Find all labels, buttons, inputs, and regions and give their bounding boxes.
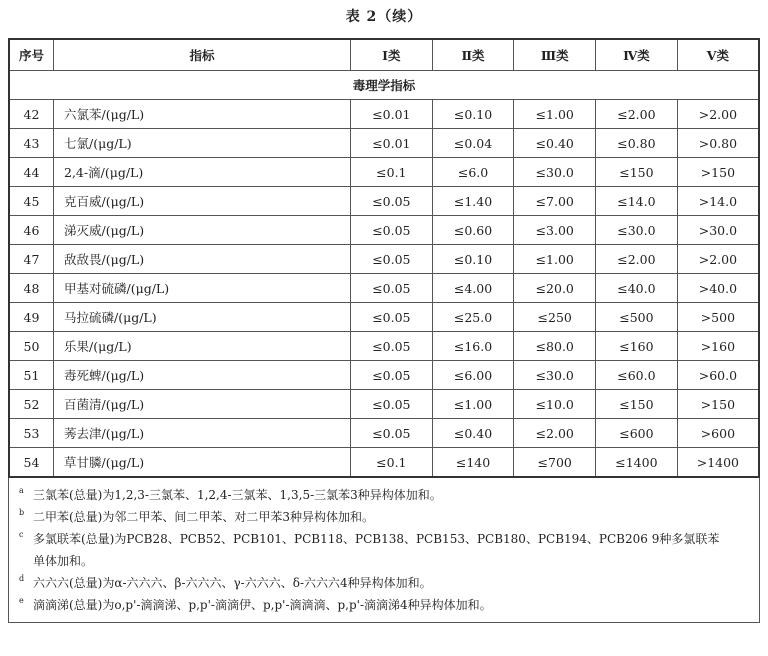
row-class-5: >150 xyxy=(677,390,759,419)
footnote-continuation: 单体加和。 xyxy=(33,554,94,568)
header-class-4: Ⅳ类 xyxy=(596,39,678,71)
footnote xyxy=(19,572,747,594)
row-indicator: 马拉硫磷/(μg/L) xyxy=(54,303,351,332)
footnote-text: 三氯苯(总量)为1,2,3-三氯苯、1,2,4-三氯苯、1,3,5-三氯苯3种异构体加和。 xyxy=(33,488,442,502)
row-indicator: 甲基对硫磷/(μg/L) xyxy=(54,274,351,303)
row-class-1: ≤0.05 xyxy=(351,332,433,361)
table-row xyxy=(9,390,759,419)
row-class-5: >1400 xyxy=(677,448,759,478)
footnote xyxy=(19,528,747,550)
row-class-1: ≤0.05 xyxy=(351,245,433,274)
row-number: 42 xyxy=(9,100,54,129)
row-class-4: ≤60.0 xyxy=(596,361,678,390)
row-class-4: ≤600 xyxy=(596,419,678,448)
row-class-4: ≤0.80 xyxy=(596,129,678,158)
table-row xyxy=(9,332,759,361)
section-row xyxy=(9,71,759,100)
row-number: 45 xyxy=(9,187,54,216)
row-class-3: ≤1.00 xyxy=(514,245,596,274)
footnote xyxy=(19,506,747,528)
table-row xyxy=(9,129,759,158)
table-container xyxy=(8,38,760,623)
row-class-5: >2.00 xyxy=(677,245,759,274)
row-class-2: ≤140 xyxy=(432,448,514,478)
row-class-5: >40.0 xyxy=(677,274,759,303)
row-indicator: 涕灭威/(μg/L) xyxy=(54,216,351,245)
table-row xyxy=(9,419,759,448)
row-class-3: ≤700 xyxy=(514,448,596,478)
footnotes xyxy=(8,478,760,623)
row-class-2: ≤0.40 xyxy=(432,419,514,448)
row-class-2: ≤0.04 xyxy=(432,129,514,158)
row-class-2: ≤25.0 xyxy=(432,303,514,332)
header-no: 序号 xyxy=(9,39,54,71)
row-class-1: ≤0.05 xyxy=(351,187,433,216)
footnote xyxy=(19,484,747,506)
row-class-4: ≤30.0 xyxy=(596,216,678,245)
footnote-text: 二甲苯(总量)为邻二甲苯、间二甲苯、对二甲苯3种异构体加和。 xyxy=(33,510,375,524)
table-row xyxy=(9,158,759,187)
row-number: 51 xyxy=(9,361,54,390)
row-class-5: >600 xyxy=(677,419,759,448)
row-class-1: ≤0.1 xyxy=(351,448,433,478)
row-class-4: ≤150 xyxy=(596,390,678,419)
row-indicator: 百菌清/(μg/L) xyxy=(54,390,351,419)
header-indicator: 指标 xyxy=(54,39,351,71)
row-class-1: ≤0.1 xyxy=(351,158,433,187)
row-class-2: ≤6.00 xyxy=(432,361,514,390)
footnote-mark: e xyxy=(19,596,24,605)
row-class-1: ≤0.05 xyxy=(351,361,433,390)
row-number: 52 xyxy=(9,390,54,419)
row-indicator: 克百威/(μg/L) xyxy=(54,187,351,216)
row-class-5: >500 xyxy=(677,303,759,332)
row-class-2: ≤16.0 xyxy=(432,332,514,361)
row-number: 47 xyxy=(9,245,54,274)
table-row xyxy=(9,100,759,129)
standards-table xyxy=(8,38,760,478)
table-row xyxy=(9,216,759,245)
row-class-1: ≤0.01 xyxy=(351,100,433,129)
row-indicator: 毒死蜱/(μg/L) xyxy=(54,361,351,390)
table-row xyxy=(9,303,759,332)
row-class-4: ≤2.00 xyxy=(596,245,678,274)
row-class-1: ≤0.05 xyxy=(351,303,433,332)
footnote-text: 滴滴涕(总量)为o,p'-滴滴涕、p,p'-滴滴伊、p,p'-滴滴滴、p,p'-滴滴涕4种异构体加和。 xyxy=(33,598,492,612)
row-indicator: 六氯苯/(μg/L) xyxy=(54,100,351,129)
row-class-3: ≤2.00 xyxy=(514,419,596,448)
table-title: 表 2（续） xyxy=(345,9,423,25)
row-class-4: ≤160 xyxy=(596,332,678,361)
table-row xyxy=(9,361,759,390)
row-indicator: 七氯/(μg/L) xyxy=(54,129,351,158)
row-number: 46 xyxy=(9,216,54,245)
row-indicator: 乐果/(μg/L) xyxy=(54,332,351,361)
table-row xyxy=(9,245,759,274)
row-class-3: ≤0.40 xyxy=(514,129,596,158)
row-class-1: ≤0.05 xyxy=(351,390,433,419)
row-class-4: ≤150 xyxy=(596,158,678,187)
row-indicator: 2,4-滴/(μg/L) xyxy=(54,158,351,187)
footnote xyxy=(19,594,747,616)
row-number: 43 xyxy=(9,129,54,158)
header-class-3: Ⅲ类 xyxy=(514,39,596,71)
row-class-3: ≤1.00 xyxy=(514,100,596,129)
header-class-2: Ⅱ类 xyxy=(432,39,514,71)
row-class-3: ≤20.0 xyxy=(514,274,596,303)
row-number: 49 xyxy=(9,303,54,332)
table-row xyxy=(9,187,759,216)
row-class-1: ≤0.05 xyxy=(351,216,433,245)
row-class-1: ≤0.05 xyxy=(351,274,433,303)
footnote-text: 多氯联苯(总量)为PCB28、PCB52、PCB101、PCB118、PCB138、PCB153、PCB180、PCB194、PCB206 9种多氯联苯 xyxy=(33,532,720,546)
row-class-1: ≤0.05 xyxy=(351,419,433,448)
row-number: 53 xyxy=(9,419,54,448)
row-class-3: ≤80.0 xyxy=(514,332,596,361)
section-label: 毒理学指标 xyxy=(9,71,759,100)
row-class-5: >60.0 xyxy=(677,361,759,390)
row-class-2: ≤1.40 xyxy=(432,187,514,216)
footnote-text: 六六六(总量)为α-六六六、β-六六六、γ-六六六、δ-六六六4种异构体加和。 xyxy=(33,576,432,590)
footnote-mark: c xyxy=(19,530,24,539)
row-number: 48 xyxy=(9,274,54,303)
row-class-2: ≤0.60 xyxy=(432,216,514,245)
row-class-5: >0.80 xyxy=(677,129,759,158)
row-indicator: 敌敌畏/(μg/L) xyxy=(54,245,351,274)
row-number: 54 xyxy=(9,448,54,478)
row-class-5: >150 xyxy=(677,158,759,187)
row-class-3: ≤30.0 xyxy=(514,158,596,187)
row-class-2: ≤6.0 xyxy=(432,158,514,187)
row-class-2: ≤0.10 xyxy=(432,245,514,274)
table-row xyxy=(9,448,759,478)
row-class-4: ≤1400 xyxy=(596,448,678,478)
table-row xyxy=(9,274,759,303)
row-class-3: ≤7.00 xyxy=(514,187,596,216)
row-class-5: >14.0 xyxy=(677,187,759,216)
row-class-1: ≤0.01 xyxy=(351,129,433,158)
footnote-mark: b xyxy=(19,508,25,517)
row-class-3: ≤30.0 xyxy=(514,361,596,390)
row-number: 44 xyxy=(9,158,54,187)
header-class-5: Ⅴ类 xyxy=(677,39,759,71)
row-class-3: ≤10.0 xyxy=(514,390,596,419)
row-class-5: >2.00 xyxy=(677,100,759,129)
row-class-4: ≤40.0 xyxy=(596,274,678,303)
row-indicator: 莠去津/(μg/L) xyxy=(54,419,351,448)
row-class-5: >30.0 xyxy=(677,216,759,245)
row-class-3: ≤3.00 xyxy=(514,216,596,245)
row-indicator: 草甘膦/(μg/L) xyxy=(54,448,351,478)
header-row xyxy=(9,39,759,71)
row-class-2: ≤1.00 xyxy=(432,390,514,419)
row-class-2: ≤0.10 xyxy=(432,100,514,129)
row-class-4: ≤14.0 xyxy=(596,187,678,216)
row-class-4: ≤2.00 xyxy=(596,100,678,129)
row-class-2: ≤4.00 xyxy=(432,274,514,303)
row-class-4: ≤500 xyxy=(596,303,678,332)
footnote-mark: d xyxy=(19,574,25,583)
row-number: 50 xyxy=(9,332,54,361)
footnote-mark: a xyxy=(19,486,24,495)
row-class-3: ≤250 xyxy=(514,303,596,332)
row-class-5: >160 xyxy=(677,332,759,361)
header-class-1: Ⅰ类 xyxy=(351,39,433,71)
